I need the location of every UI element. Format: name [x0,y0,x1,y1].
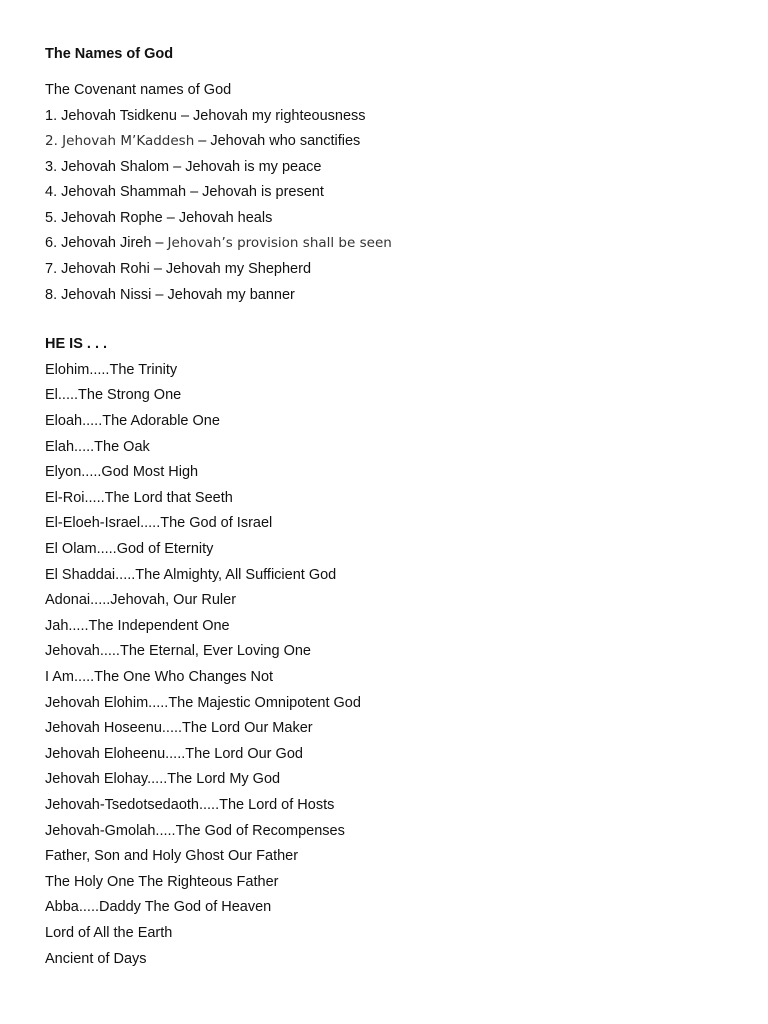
document-page [45,44,725,972]
he-is-name-item: Adonai.....Jehovah, Our Ruler [45,592,237,609]
he-is-name-item: Jehovah-Tsedotsedaoth.....The Lord of Hosts [45,796,335,813]
he-is-name-item: Ancient of Days [45,950,147,967]
he-is-name-item: El Olam.....God of Eternity [45,541,214,557]
he-is-name-item: Abba.....Daddy The God of Heaven [45,899,272,916]
covenant-name-item: 5. Jehovah Rophe – Jehovah heals [45,209,273,226]
he-is-name-item: El.....The Strong One [45,387,182,404]
he-is-name-item: Jehovah Eloheenu.....The Lord Our God [45,745,303,762]
covenant-name-item: 8. Jehovah Nissi – Jehovah my banner [45,286,295,303]
he-is-name-item: Lord of All the Earth [45,924,173,941]
he-is-names-list [45,358,725,972]
he-is-name-item: El Shaddai.....The Almighty, All Sufficient God [45,566,337,583]
section-spacer [45,308,725,332]
he-is-name-item: Jehovah-Gmolah.....The God of Recompenses [45,822,345,839]
he-is-name-item: The Holy One The Righteous Father [45,873,279,890]
he-is-name-item: Elohim.....The Trinity [45,361,178,378]
he-is-heading: HE IS . . . [45,336,108,353]
he-is-name-item: I Am.....The One Who Changes Not [45,668,274,685]
covenant-names-list [45,104,725,309]
he-is-name-item: Elyon.....God Most High [45,464,199,481]
he-is-name-item: Father, Son and Holy Ghost Our Father [45,848,299,865]
document-title: The Names of God [45,46,174,62]
he-is-name-item: Eloah.....The Adorable One [45,413,220,430]
he-is-name-item: El-Eloeh-Israel.....The God of Israel [45,515,273,532]
covenant-name-item: 7. Jehovah Rohi – Jehovah my Shepherd [45,261,312,278]
he-is-name-item: Jah.....The Independent One [45,617,230,634]
he-is-name-item: Jehovah Hoseenu.....The Lord Our Maker [45,720,313,737]
covenant-name-item: 3. Jehovah Shalom – Jehovah is my peace [45,158,322,175]
covenant-name-item: 2. Jehovah M’Kaddesh – Jehovah who sanctifies [45,133,361,150]
he-is-name-item: Jehovah Elohay.....The Lord My God [45,771,281,788]
he-is-name-item: El-Roi.....The Lord that Seeth [45,489,233,506]
covenant-names-heading: The Covenant names of God [45,82,232,98]
he-is-name-item: Jehovah Elohim.....The Majestic Omnipotent God [45,694,361,711]
he-is-name-item: Jehovah.....The Eternal, Ever Loving One [45,643,311,660]
covenant-name-item: 4. Jehovah Shammah – Jehovah is present [45,184,324,201]
covenant-name-item: 6. Jehovah Jireh – Jehovah’s provision shall be seen [45,235,392,252]
he-is-name-item: Elah.....The Oak [45,438,150,455]
covenant-name-item: 1. Jehovah Tsidkenu – Jehovah my righteousness [45,107,366,124]
